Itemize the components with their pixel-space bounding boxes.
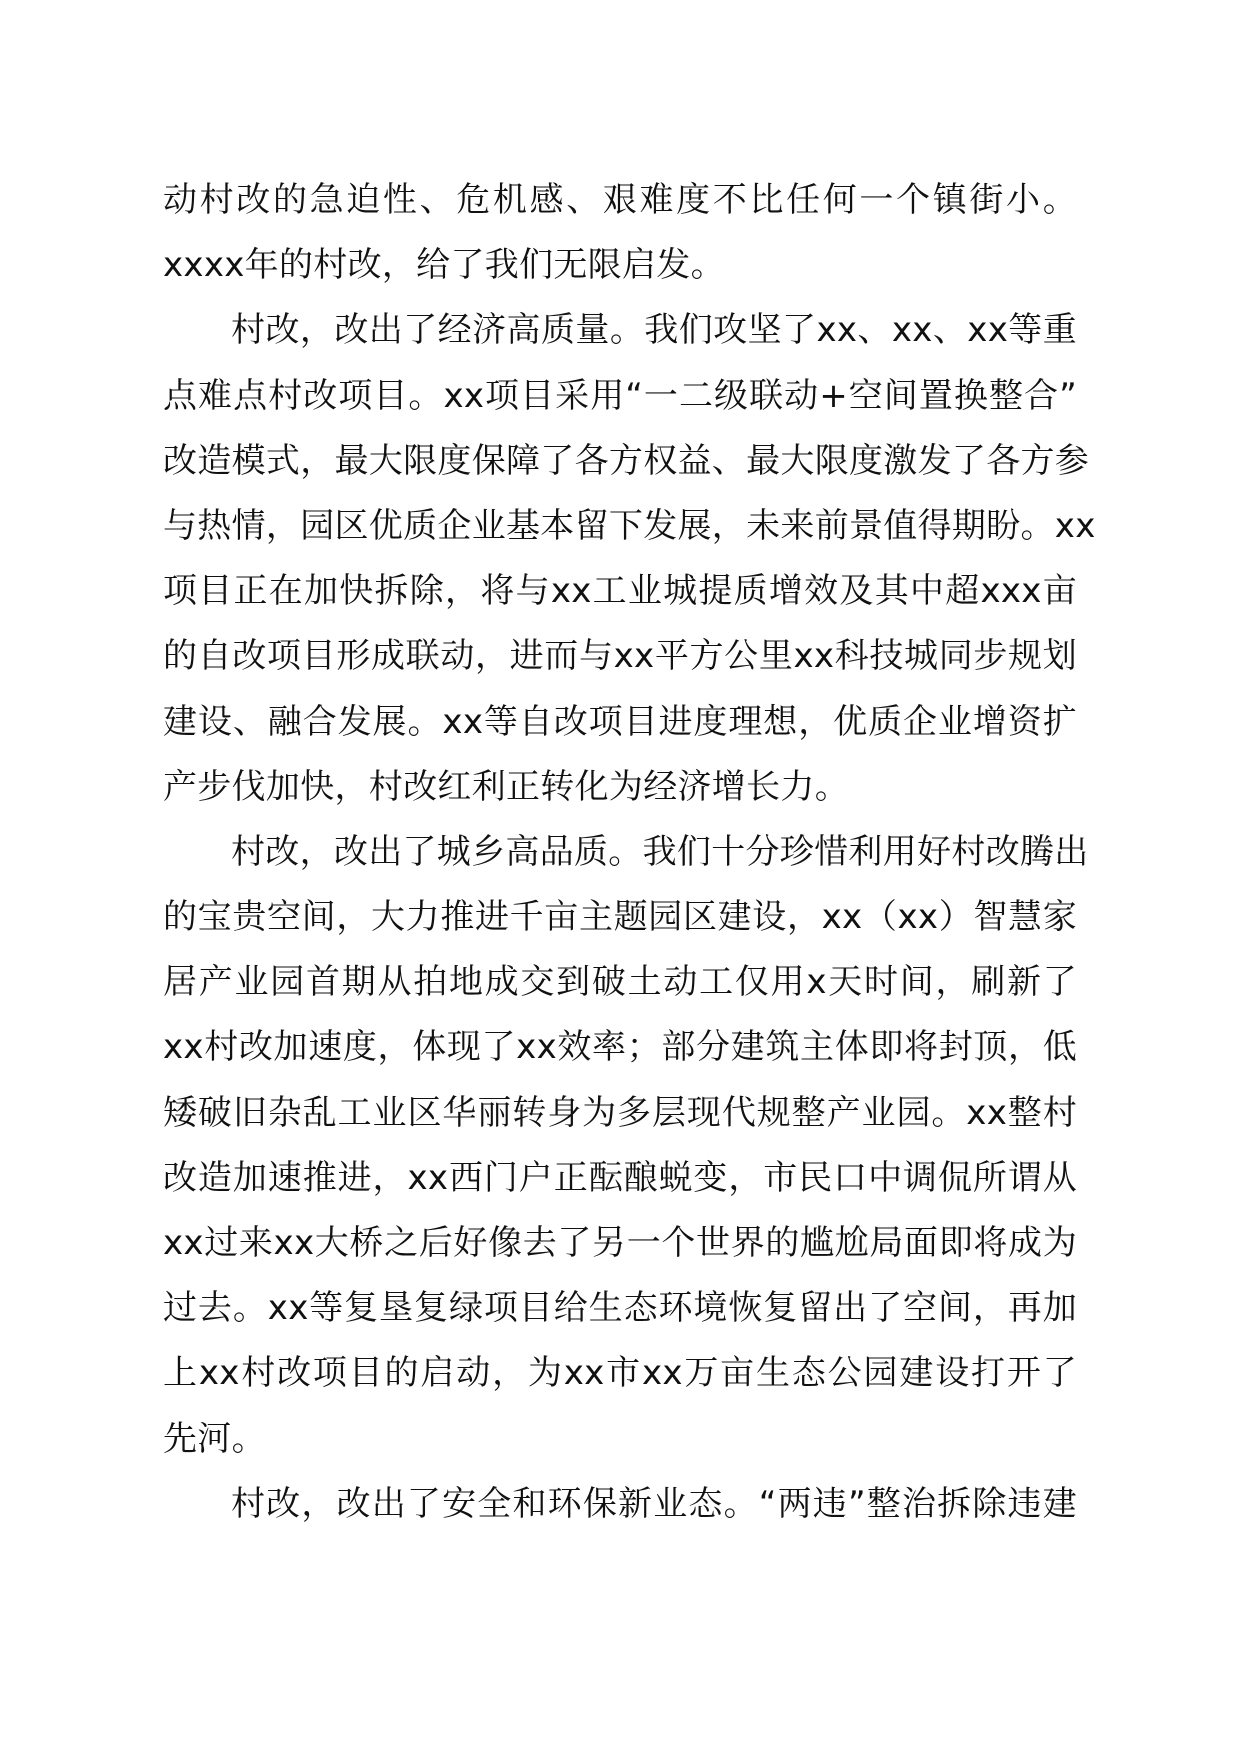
text-line: 居产业园首期从拍地成交到破土动工仅用x天时间，刷新了 bbox=[163, 962, 1077, 1003]
text-line: xx村改加速度，体现了xx效率；部分建筑主体即将封顶，低 bbox=[163, 1027, 1077, 1068]
text-line: 改造加速推进，xx西门户正酝酿蜕变，市民口中调侃所谓从 bbox=[163, 1157, 1077, 1198]
text-line: 的自改项目形成联动，进而与xx平方公里xx科技城同步规划 bbox=[163, 636, 1077, 677]
text-line: 与热情，园区优质企业基本留下发展，未来前景值得期盼。xx bbox=[163, 505, 1096, 546]
paragraph-first-line: 村改，改出了城乡高品质。我们十分珍惜利用好村改腾出 bbox=[231, 831, 1089, 872]
text-line: 点难点村改项目。xx项目采用“一二级联动+空间置换整合” bbox=[163, 375, 1077, 416]
paragraph-first-line: 村改，改出了经济高质量。我们攻坚了xx、xx、xx等重 bbox=[231, 310, 1077, 351]
text-line: 建设、融合发展。xx等自改项目进度理想，优质企业增资扩 bbox=[163, 701, 1077, 742]
text-line: 产步伐加快，村改红利正转化为经济增长力。 bbox=[163, 766, 849, 807]
paragraph-first-line: 村改，改出了安全和环保新业态。“两违”整治拆除违建 bbox=[231, 1483, 1077, 1524]
text-line: 先河。 bbox=[163, 1418, 266, 1459]
text-line: 过去。xx等复垦复绿项目给生态环境恢复留出了空间，再加 bbox=[163, 1288, 1077, 1329]
text-line: xxxx年的村改，给了我们无限启发。 bbox=[163, 245, 725, 286]
text-line: xx过来xx大桥之后好像去了另一个世界的尴尬局面即将成为 bbox=[163, 1223, 1077, 1263]
text-line: 上xx村改项目的启动，为xx市xx万亩生态公园建设打开了 bbox=[163, 1353, 1077, 1394]
body-text bbox=[163, 168, 1096, 1537]
text-line: 项目正在加快拆除，将与xx工业城提质增效及其中超xxx亩 bbox=[163, 571, 1077, 612]
text-line: 矮破旧杂乱工业区华丽转身为多层现代规整产业园。xx整村 bbox=[163, 1092, 1077, 1133]
text-line: 改造模式，最大限度保障了各方权益、最大限度激发了各方参 bbox=[163, 440, 1090, 481]
text-line: 动村改的急迫性、危机感、艰难度不比任何一个镇街小。 bbox=[163, 180, 1077, 220]
text-line: 的宝贵空间，大力推进千亩主题园区建设，xx（xx）智慧家 bbox=[163, 897, 1077, 938]
